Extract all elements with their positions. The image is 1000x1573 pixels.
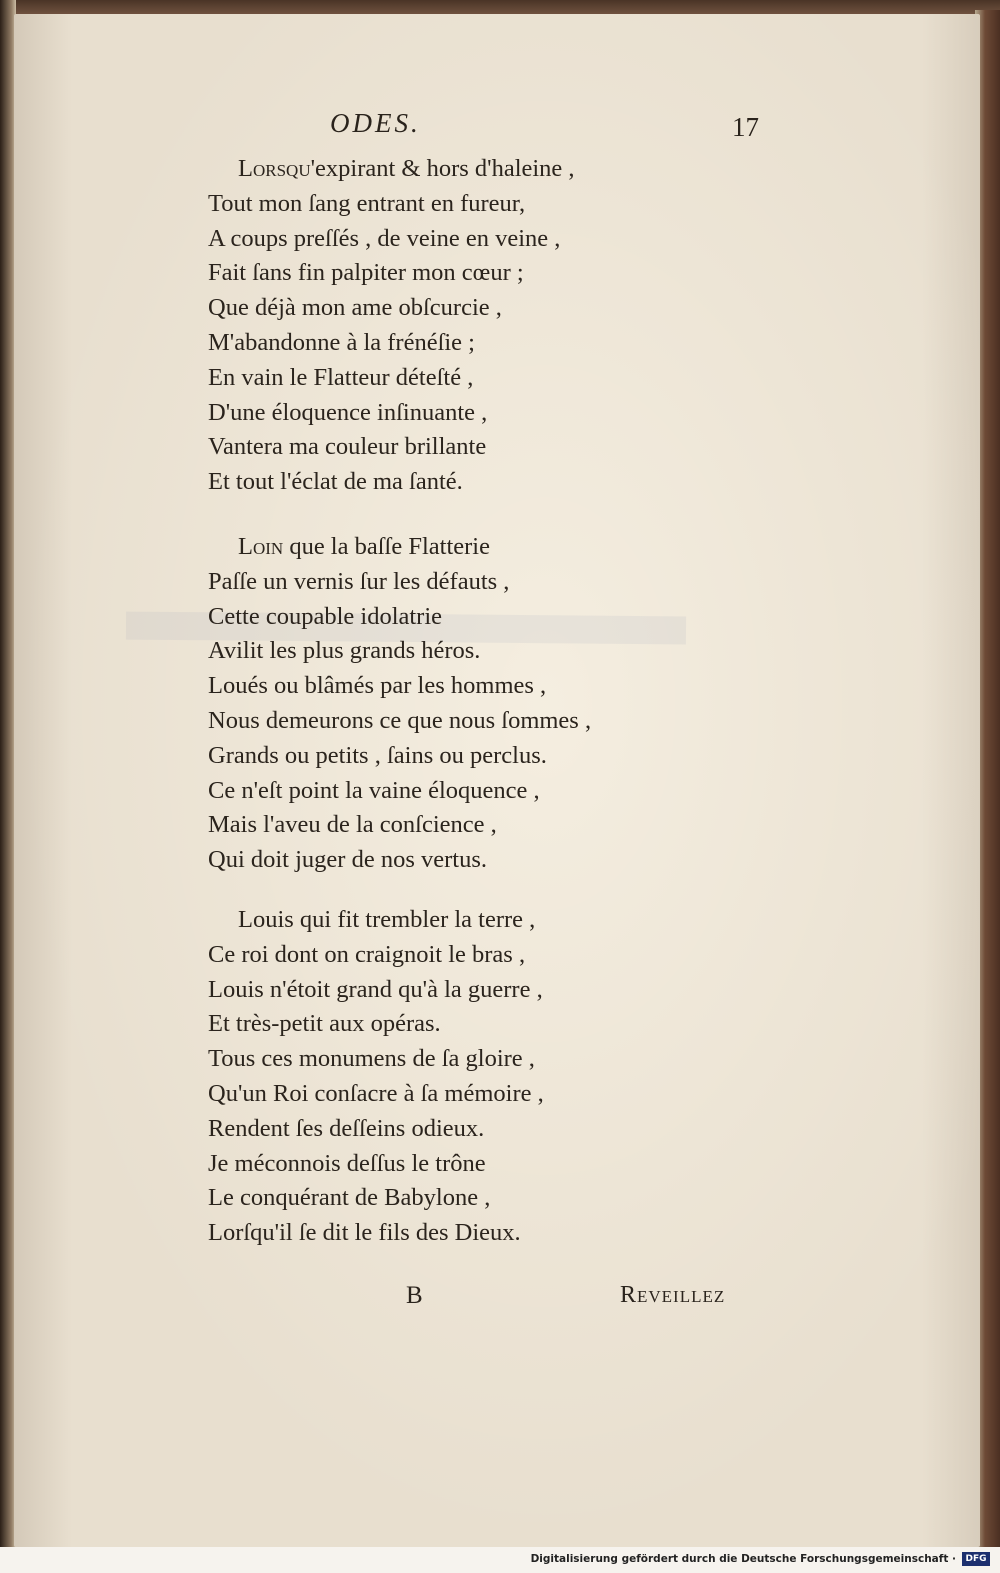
verse-line [208,152,575,187]
stanza-2 [208,530,591,878]
verse-line: Je méconnois deſſus le trône [208,1149,486,1177]
verse-line: Grands ou petits , ſains ou perclus. [208,741,547,769]
verse-line: Et très-petit aux opéras. [208,1010,441,1038]
verse-line: Fait ſans fin palpiter mon cœur ; [208,259,524,287]
verse-line-rest: 'expirant & hors d'haleine , [310,155,575,182]
catchword: Reveillez [620,1282,726,1308]
verse-line: Vantera ma couleur brillante [208,433,487,461]
signature-mark: B [406,1282,423,1309]
verse-line: D'une éloquence inſinuante , [208,398,488,426]
verse-line: Avilit les plus grands héros. [208,637,481,665]
dfg-logo: DFG [962,1552,990,1566]
running-title: ODES. [330,108,421,138]
verse-line: Le conquérant de Babylone , [208,1184,491,1212]
verse-line: Rendent ſes deſſeins odieux. [208,1114,485,1142]
verse-line: Et tout l'éclat de ma ſanté. [208,468,463,496]
verse-line: Tout mon ſang entrant en fureur, [208,189,526,217]
verse-line: Paſſe un vernis ſur les défauts , [208,567,510,595]
verse-line: Nous demeurons ce que nous ſommes , [208,706,592,734]
verse-line: Loués ou blâmés par les hommes , [208,672,547,700]
verse-line: Louis qui fit trembler la terre , [238,906,536,933]
verse-line: Cette coupable idolatrie [208,602,443,630]
verse-line: Ce n'eſt point la vaine éloquence , [208,776,540,804]
page-number: 17 [732,112,759,142]
verse-line: Louis n'étoit grand qu'à la guerre , [208,975,543,1003]
verse-line: M'abandonne à la frénéſie ; [208,328,475,356]
stanza-3 [208,903,544,1251]
verse-line [208,530,591,565]
verse-line: Lorſqu'il ſe dit le fils des Dieux. [208,1219,521,1247]
verse-line-rest: que la baſſe Flatterie [283,533,490,560]
scan-credit-text: Digitalisierung gefördert durch die Deutsche Forschungsgemeinschaft · [530,1553,956,1565]
verse-line: Ce roi dont on craignoit le bras , [208,940,526,968]
verse-line: Mais l'aveu de la conſcience , [208,811,497,839]
stanza-1 [208,152,575,500]
verse-opening-word: Loin [238,533,284,560]
verse-line: A coups preſſés , de veine en veine , [208,224,561,252]
verse-line: Tous ces monumens de ſa gloire , [208,1045,535,1073]
verse-line: Qu'un Roi conſacre à ſa mémoire , [208,1079,544,1107]
verse-opening-word: Lorsqu [238,155,311,182]
verse-line: Qui doit juger de nos vertus. [208,846,487,874]
verse-line: En vain le Flatteur déteſté , [208,363,474,391]
verse-line: Que déjà mon ame obſcurcie , [208,294,502,322]
